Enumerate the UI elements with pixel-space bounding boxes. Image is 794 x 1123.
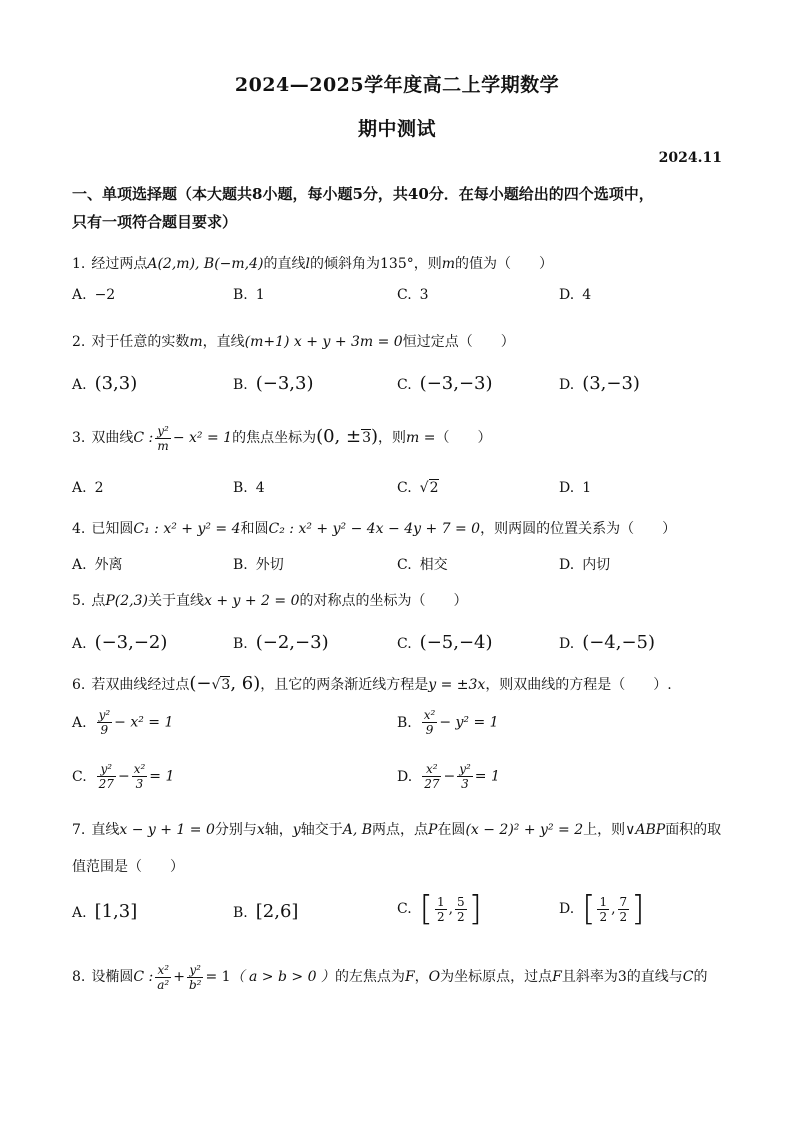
option-c[interactable]: C. 相交: [397, 557, 448, 573]
section-heading-line2: 只有一项符合题目要求）: [72, 213, 238, 231]
sqrt-icon: √: [211, 677, 221, 693]
math-points: A, B: [342, 822, 373, 838]
math-var: O: [428, 969, 441, 985]
question-number: 2.: [72, 334, 86, 350]
option-a[interactable]: A. $\frac{\text{y²}}{9}$ − x² = 1: [72, 708, 174, 737]
question-stem: 双曲线: [91, 430, 134, 446]
math-sqrt: 3: [221, 677, 231, 693]
option-d[interactable]: D. 1: [559, 480, 592, 496]
math-condition: （ a > b > 0 ）: [230, 969, 335, 985]
options-7: [72, 889, 732, 938]
option-b[interactable]: B. 4: [233, 480, 265, 496]
question-1: [72, 252, 732, 276]
option-b[interactable]: B. [2,6]: [233, 901, 299, 922]
question-stem: 的左焦点为: [334, 969, 405, 985]
math-expr: x² + y² = 4: [163, 521, 241, 537]
question-stem: 的: [693, 969, 708, 985]
math-expr: m =: [406, 430, 436, 446]
question-stem: 经过两点: [91, 256, 148, 272]
math-var: F: [404, 969, 415, 985]
options-6-row1: [72, 708, 732, 748]
question-7-line2: 值范围是（ ）: [72, 859, 184, 875]
math-fraction: $\frac{\text{y²}}{\text{b²}}$: [188, 962, 202, 992]
options-2: [72, 370, 732, 410]
math-points: A(2,m), B(−m,4): [147, 256, 264, 272]
question-stem: 的直线: [263, 256, 306, 272]
option-b[interactable]: B. $\frac{\text{x²}}{9}$ − y² = 1: [397, 708, 499, 737]
question-stem: 若双曲线经过点: [91, 677, 190, 693]
question-7: [72, 818, 732, 842]
exam-subtitle: 期中测试: [357, 118, 436, 140]
question-8: 8. 设椭圆C : $\frac{\text{x²}}{\text{a²}}$ + $\frac{\text{y²}}{\text{b²}}$ = 1（ a > b > 0 ）的左焦点为F，O为坐标原点，过点F且斜率为3的直线与C的: [72, 962, 708, 992]
question-stem: 恒过定点（ ）: [402, 334, 515, 350]
math-point: P(2,3): [105, 593, 148, 609]
left-bracket-icon: [: [582, 889, 596, 929]
math-var: m: [189, 334, 203, 350]
left-bracket-icon: [: [419, 889, 433, 929]
math-angle: 135°: [380, 256, 414, 272]
option-d[interactable]: D. 4: [559, 287, 592, 303]
math-expr: − x² = 1: [172, 430, 233, 446]
math-number: 3: [617, 969, 627, 985]
option-a[interactable]: A. (3,3): [72, 373, 138, 394]
math-expr: x − y + 1 = 0: [119, 822, 215, 838]
options-6-row2: [72, 762, 732, 802]
question-6: [72, 672, 732, 697]
math-var: F: [552, 969, 562, 985]
question-number: 6.: [72, 677, 86, 693]
question-stem: 对于任意的实数: [91, 334, 190, 350]
question-stem: 为坐标原点，过点: [440, 969, 553, 985]
math-curve: C :: [133, 969, 154, 985]
option-d[interactable]: D. (3,−3): [559, 373, 640, 394]
question-stem: 直线: [91, 822, 120, 838]
question-stem: 的焦点坐标为: [232, 430, 317, 446]
math-focus: ): [371, 426, 379, 447]
question-stem: ，则: [413, 256, 442, 272]
math-triangle: ∨ABP: [625, 822, 666, 838]
math-var: x: [256, 822, 265, 838]
question-stem: 的对称点的坐标为（ ）: [299, 593, 468, 609]
question-stem: 上，则: [583, 822, 626, 838]
question-stem: 两点，点: [372, 822, 429, 838]
math-sqrt: 3: [362, 430, 371, 446]
option-c[interactable]: C. [ $\frac{1}{2}$ , $\frac{5}{2}$ ]: [397, 889, 482, 929]
question-4: [72, 517, 732, 541]
option-a[interactable]: A. 2: [72, 480, 104, 496]
question-stem: 面积的取: [665, 822, 722, 838]
math-expr: (x − 2)² + y² = 2: [465, 822, 584, 838]
math-var: m: [441, 256, 456, 272]
option-b[interactable]: B. 外切: [233, 557, 284, 573]
question-stem: ，则两圆的位置关系为（ ）: [480, 521, 677, 537]
question-stem: ，则: [378, 430, 407, 446]
question-stem: 的直线与: [626, 969, 683, 985]
question-number: 1.: [72, 256, 86, 272]
question-stem: ，直线: [202, 334, 245, 350]
question-stem: 点: [91, 593, 106, 609]
option-a[interactable]: A. −2: [72, 287, 116, 303]
question-stem: 的值为（ ）: [455, 256, 554, 272]
option-b[interactable]: B. 1: [233, 287, 265, 303]
exam-date: 2024.11: [658, 150, 722, 166]
math-var: C: [682, 969, 694, 985]
math-focus: (0, ±: [316, 426, 362, 447]
option-a[interactable]: A. (−3,−2): [72, 632, 168, 653]
option-a[interactable]: A. 外离: [72, 557, 123, 573]
exam-title: 2024—2025学年度高二上学期数学: [234, 74, 560, 96]
math-point: (−: [189, 673, 212, 694]
question-stem: ，且它的两条渐近线方程是: [260, 677, 429, 693]
math-circle-label: C₂ :: [268, 521, 295, 537]
math-expr: x + y + 2 = 0: [203, 593, 300, 609]
options-1: [72, 281, 732, 321]
question-stem: 关于直线: [147, 593, 204, 609]
option-d[interactable]: D. [ $\frac{1}{2}$ , $\frac{7}{2}$ ]: [559, 889, 645, 929]
math-point: , 6): [230, 673, 261, 694]
question-stem: 已知圆: [91, 521, 134, 537]
question-stem: 在圆: [437, 822, 466, 838]
option-c[interactable]: C. (−3,−3): [397, 373, 493, 394]
math-expr: x² + y² − 4x − 4y + 7 = 0: [298, 521, 481, 537]
math-fraction: $\frac{\text{x²}}{\text{a²}}$: [157, 962, 170, 992]
options-5: [72, 629, 732, 669]
question-3: [72, 420, 732, 455]
question-number: 5.: [72, 593, 86, 609]
question-stem: 的倾斜角为: [310, 256, 380, 272]
question-stem: ，则双曲线的方程是（ ）.: [485, 677, 672, 693]
question-stem: 设椭圆: [91, 969, 134, 985]
right-bracket-icon: ]: [468, 889, 482, 929]
math-curve: C :: [133, 430, 154, 446]
math-var: y: [292, 822, 301, 838]
math-expr: (m+1) x + y + 3m = 0: [244, 334, 403, 350]
option-c[interactable]: C. (−5,−4): [397, 632, 493, 653]
section-heading-line1: 一、单项选择题（本大题共8小题，每小题5分，共40分．在每小题给出的四个选项中，: [72, 185, 654, 203]
question-stem: 轴，: [264, 822, 293, 838]
option-d[interactable]: D. 内切: [559, 557, 611, 573]
question-stem: 轴交于: [300, 822, 343, 838]
option-c[interactable]: C. √2: [397, 480, 439, 496]
option-b[interactable]: B. (−3,3): [233, 373, 314, 394]
question-number: 8.: [72, 969, 86, 985]
option-b[interactable]: B. (−2,−3): [233, 632, 329, 653]
options-4: [72, 551, 732, 591]
question-stem: ，: [414, 969, 429, 985]
option-d[interactable]: D. $\frac{\text{x²}}{27}$ − $\frac{\text{y²}}{3}$ = 1: [397, 762, 500, 791]
question-stem: 和圆: [240, 521, 269, 537]
math-var: l: [305, 256, 310, 272]
math-var: P: [428, 822, 438, 838]
options-3: [72, 474, 732, 514]
math-expr: y = ±3x: [428, 677, 486, 693]
section-heading: [72, 180, 732, 236]
option-c[interactable]: C. $\frac{\text{y²}}{27}$ − $\frac{\text{x²}}{3}$ = 1: [72, 762, 175, 791]
right-bracket-icon: ]: [631, 889, 645, 929]
question-number: 7.: [72, 822, 86, 838]
question-stem: 且斜率为: [561, 969, 618, 985]
sqrt-icon: √: [419, 480, 429, 496]
question-stem: 分别与: [214, 822, 257, 838]
option-a[interactable]: A. [1,3]: [72, 901, 138, 922]
option-d[interactable]: D. (−4,−5): [559, 632, 656, 653]
math-fraction: $\frac{\text{y²}}{m}$: [157, 423, 169, 453]
question-stem: （ ）: [435, 430, 492, 446]
question-number: 3.: [72, 430, 86, 446]
question-number: 4.: [72, 521, 86, 537]
math-expr: = 1: [205, 969, 231, 985]
question-5: [72, 589, 732, 613]
math-circle-label: C₁ :: [133, 521, 159, 537]
option-c[interactable]: C. 3: [397, 287, 429, 303]
question-2: [72, 330, 732, 354]
